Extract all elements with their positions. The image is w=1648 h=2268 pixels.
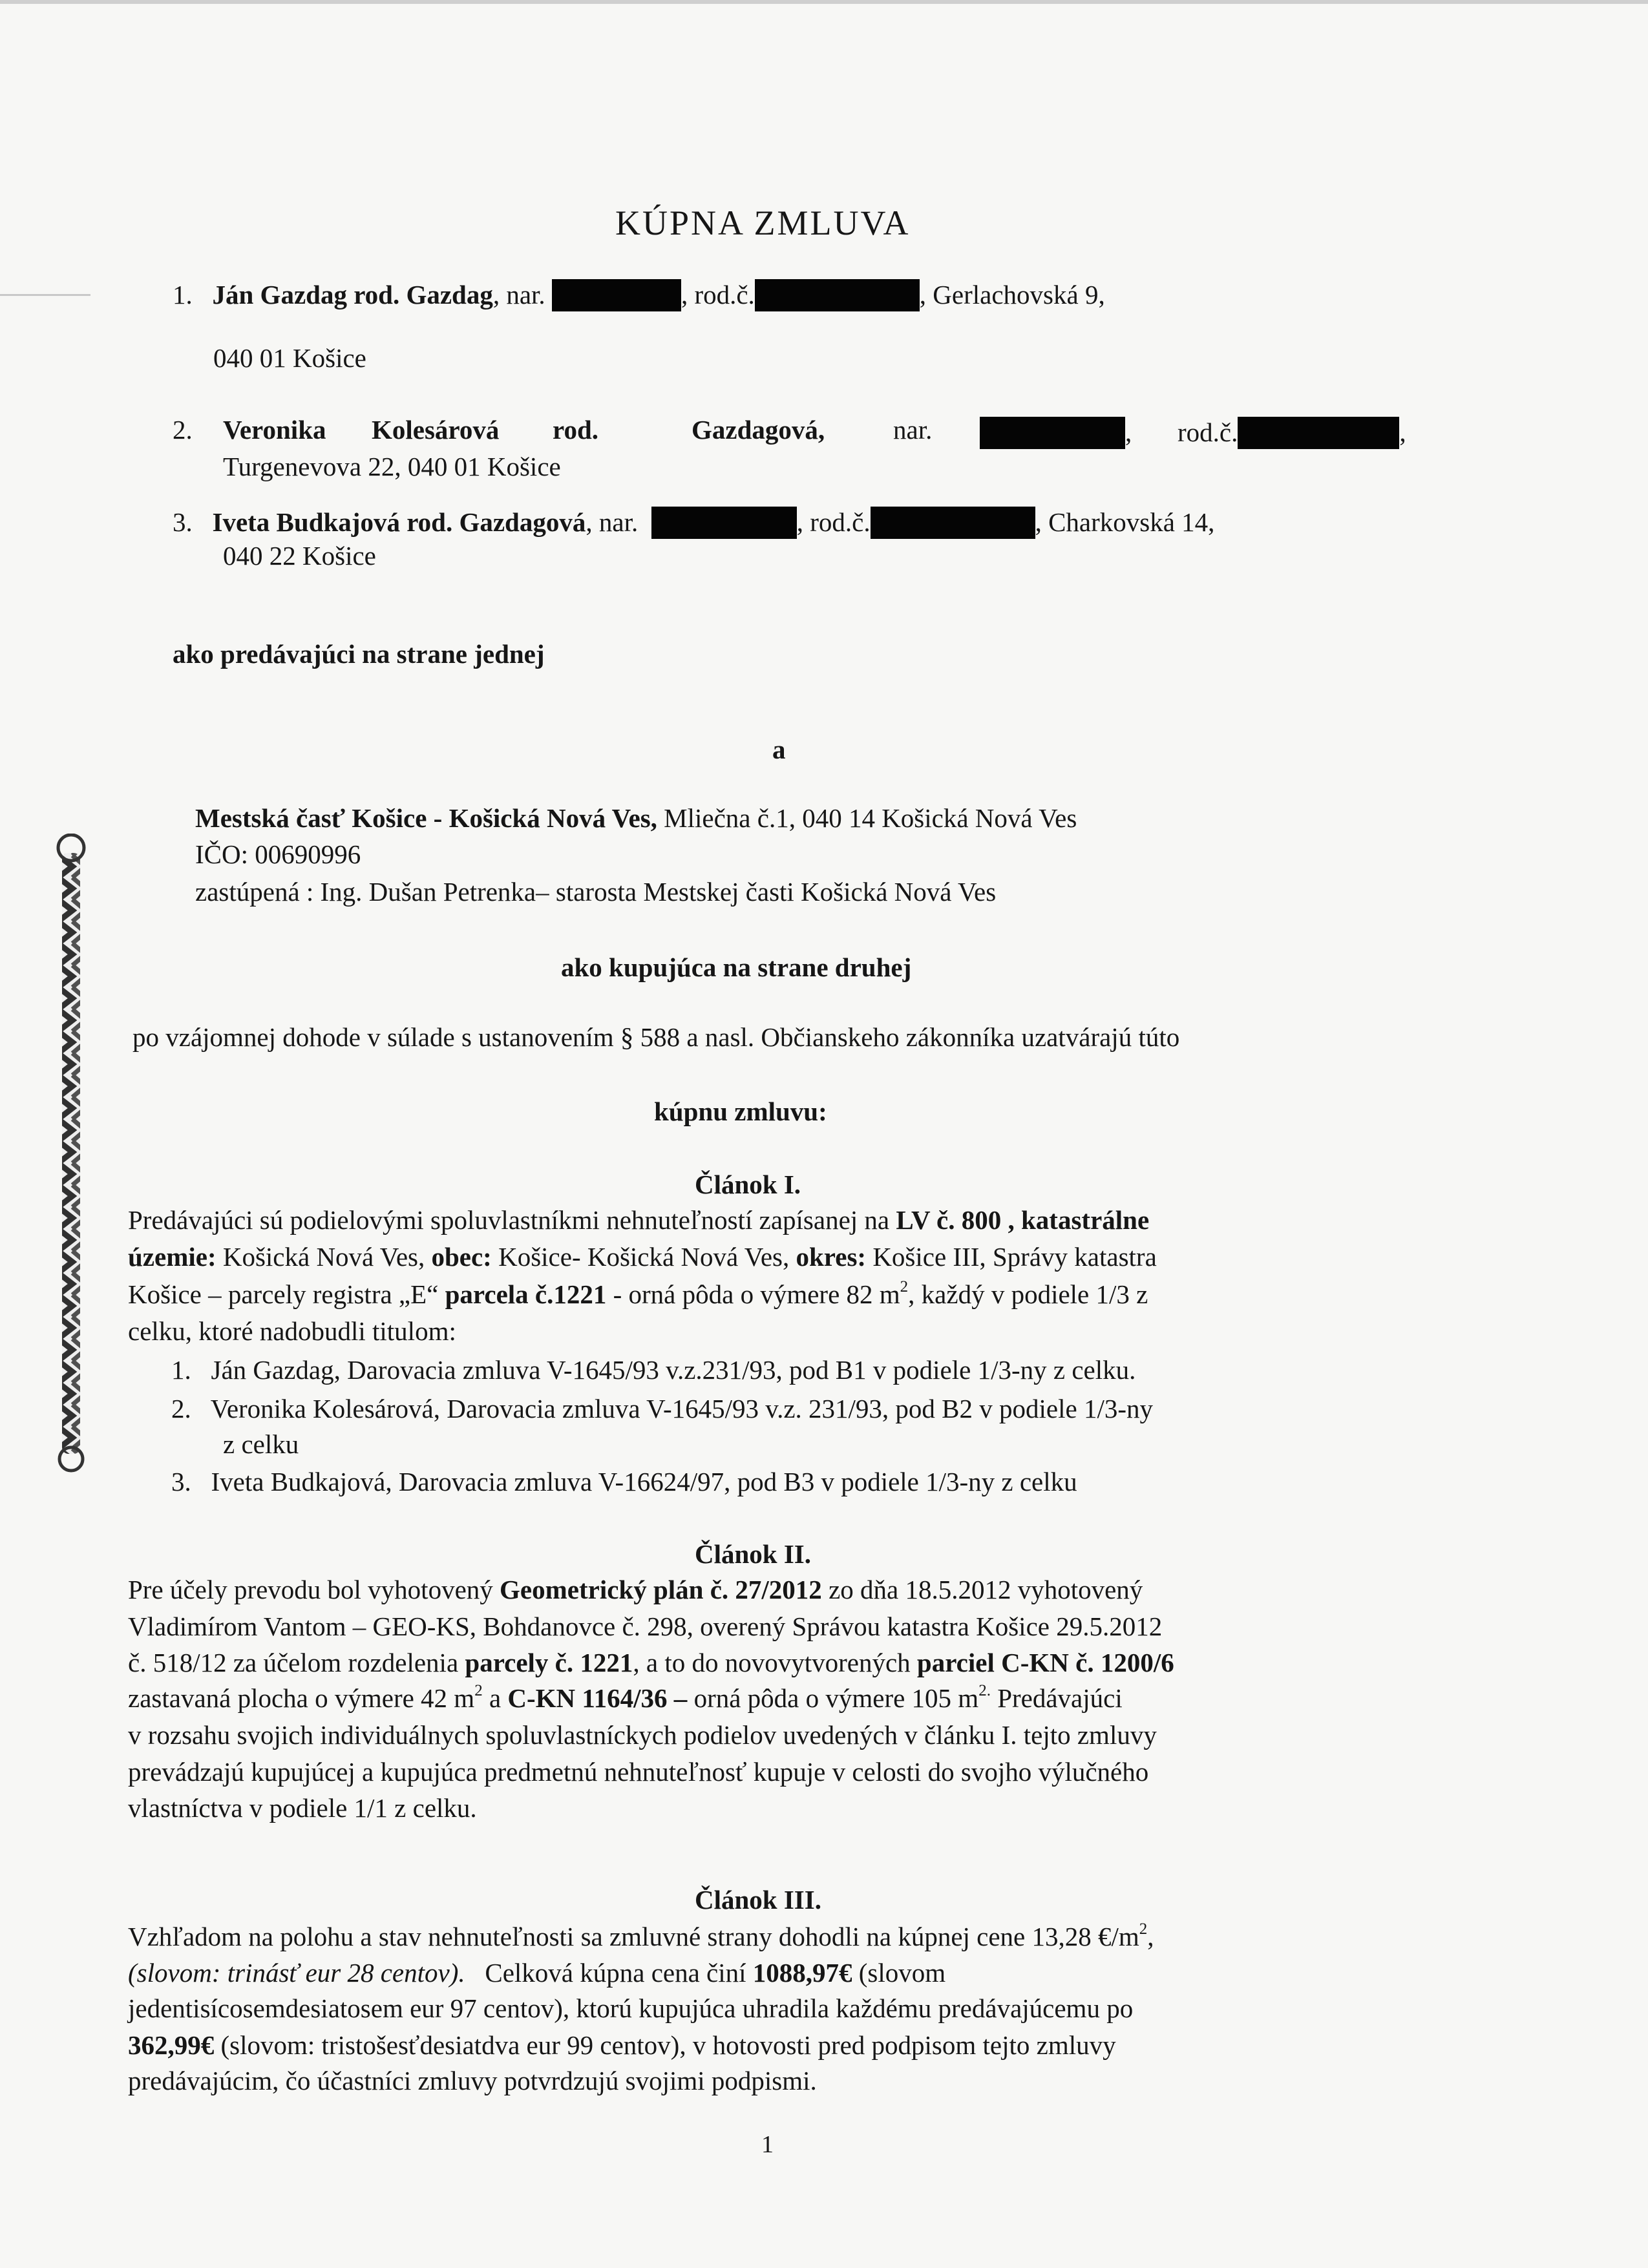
buyer-representative: zastúpená : Ing. Dušan Petrenka– starosta Mestskej časti Košická Nová Ves — [195, 877, 997, 907]
conjunction: a — [772, 735, 786, 764]
text: Predávajúci — [997, 1683, 1123, 1713]
owner-item-1 — [171, 1357, 1136, 1383]
scan-edge-left — [0, 294, 90, 296]
article-1-heading: Článok I. — [695, 1170, 801, 1199]
seller-3-number: 3. — [173, 507, 193, 537]
text: (slovom: tristošesťdesiatdva eur 99 centov), v hotovosti pred podpisom tejto zmluvy — [220, 2030, 1116, 2060]
text: orná pôda o výmere 105 m — [693, 1683, 979, 1713]
text: zo dňa 18.5.2012 vyhotovený — [829, 1575, 1143, 1604]
owner-item-3 — [171, 1469, 1077, 1495]
seller-2-redacted-line: , — [980, 417, 1132, 449]
list-number: 1. — [171, 1355, 191, 1385]
article-1-line-2 — [128, 1244, 1157, 1270]
seller-1-number: 1. — [173, 280, 193, 310]
buyer-name: Mestská časť Košice - Košická Nová Ves, — [195, 803, 657, 833]
article-2-line-7: vlastníctva v podiele 1/1 z celku. — [128, 1793, 477, 1823]
article-3-line-4 — [128, 2032, 1116, 2059]
redacted-birth-number — [1238, 417, 1399, 449]
superscript: 2. — [978, 1682, 991, 1699]
municipality-label: obec: — [431, 1242, 492, 1272]
parcel-number: parcely č. 1221 — [465, 1648, 633, 1677]
article-1-line-3 — [128, 1278, 1148, 1309]
contract-name: kúpnu zmluvu: — [654, 1097, 827, 1126]
text: Vzhľadom na polohu a stav nehnuteľnosti sa zmluvné strany dohodli na kúpnej cene 13,28 €/m — [128, 1922, 1139, 1951]
owner-item-2-cont: z celku — [223, 1429, 299, 1459]
list-number: 3. — [171, 1467, 191, 1496]
text: zastavaná plocha o výmere 42 m — [128, 1683, 475, 1713]
article-1-line-4: celku, ktoré nadobudli titulom: — [128, 1316, 456, 1346]
page-number: 1 — [761, 2131, 774, 2158]
article-3-line-5: predávajúcim, čo účastníci zmluvy potvrdzujú svojimi podpismi. — [128, 2066, 817, 2095]
superscript: 2 — [900, 1278, 909, 1296]
cadastral-value: Košická Nová Ves, — [222, 1242, 425, 1272]
article-2-heading: Článok II. — [695, 1539, 812, 1569]
superscript: 2 — [474, 1682, 483, 1699]
cadastral-label: územie: — [128, 1242, 217, 1272]
geometric-plan-number: Geometrický plán č. 27/2012 — [500, 1575, 822, 1604]
buyer-role: ako kupujúca na strane druhej — [561, 952, 912, 982]
text: č. 518/12 za účelom rozdelenia — [128, 1648, 459, 1677]
seller-3-name: Iveta Budkajová rod. Gazdagová — [212, 507, 586, 537]
redacted-birthdate — [980, 417, 1125, 449]
new-parcel-number: parciel C-KN č. 1200/6 — [916, 1648, 1174, 1677]
article-2-line-6: prevádzajú kupujúcej a kupujúca predmetnú nehnuteľnosť kupuje v celosti do svojho výlučného — [128, 1757, 1149, 1787]
buyer-address: Mliečna č.1, 040 14 Košická Nová Ves — [664, 803, 1077, 833]
seller-1-rc-label: rod.č. — [694, 280, 755, 310]
seller-2-maiden-name: Gazdagová, — [692, 415, 825, 445]
intro-text: po vzájomnej dohode v súlade s ustanovením § 588 a nasl. Občianskeho zákonníka uzatvárajú túto — [132, 1022, 1180, 1052]
article-2-line-4 — [128, 1682, 1123, 1713]
share-price: 362,99€ — [128, 2030, 215, 2060]
text: , a to do novovytvorených — [633, 1648, 911, 1677]
seller-3-address: Charkovská 14, — [1048, 507, 1215, 537]
parcel-number: parcela č.1221 — [445, 1279, 607, 1309]
article-3-line-3: jedentisícosemdesiatosem eur 97 centov), ktorú kupujúca uhradila každému predávajúcemu po — [128, 1993, 1134, 2023]
article-3-line-2 — [128, 1960, 945, 1986]
lv-number: LV č. 800 , katastrálne — [896, 1205, 1150, 1235]
seller-3-line: 3. Iveta Budkajová rod. Gazdagová, nar. , rod.č. , Charkovská 14, — [173, 507, 1214, 539]
municipality-value: Košice- Košická Nová Ves, — [498, 1242, 790, 1272]
seller-2-address: Turgenevova 22, 040 01 Košice — [223, 452, 561, 481]
total-price: 1088,97€ — [752, 1958, 852, 1988]
buyer-ico: IČO: 00690996 — [195, 839, 361, 869]
text: , — [1147, 1922, 1154, 1951]
redacted-birth-number — [755, 279, 920, 311]
scan-edge-top — [0, 0, 1648, 4]
text: a — [489, 1683, 502, 1713]
article-2-line-2: Vladimírom Vantom – GEO-KS, Bohdanovce č. 298, overený Správou katastra Košice 29.5.2012 — [128, 1612, 1163, 1641]
list-text: Ján Gazdag, Darovacia zmluva V-1645/93 v.z.231/93, pod B1 v podiele 1/3-ny z celku. — [211, 1355, 1136, 1385]
parcel-area: - orná pôda o výmere 82 m — [613, 1279, 900, 1309]
redacted-birth-number — [871, 507, 1035, 539]
text: Pre účely prevodu bol vyhotovený — [128, 1575, 493, 1604]
seller-2-rod: rod. — [553, 415, 599, 445]
article-2-line-1 — [128, 1577, 1143, 1603]
list-text: Iveta Budkajová, Darovacia zmluva V-16624/97, pod B3 v podiele 1/3-ny z celku — [211, 1467, 1077, 1496]
buyer-line — [195, 805, 1077, 832]
list-text: Veronika Kolesárová, Darovacia zmluva V-1645/93 v.z. 231/93, pod B2 v podiele 1/3-ny — [210, 1394, 1153, 1423]
seller-3-born-label: nar. — [598, 507, 639, 537]
superscript: 2 — [1139, 1920, 1148, 1938]
district-label: okres: — [796, 1242, 867, 1272]
article-2-line-5: v rozsahu svojich individuálnych spoluvlastníckych podielov uvedených v článku I. tejto zmluvy — [128, 1720, 1157, 1750]
seller-1-line: 1. Ján Gazdag rod. Gazdag, nar. , rod.č. , Gerlachovská 9, — [173, 279, 1105, 311]
seller-1-name: Ján Gazdag rod. Gazdag — [212, 280, 493, 310]
seller-2-rc-line: rod.č. , — [1178, 417, 1406, 449]
redacted-birthdate — [552, 279, 681, 311]
seller-3-rc-label: rod.č. — [810, 507, 871, 537]
document-title: KÚPNA ZMLUVA — [615, 204, 911, 242]
seller-1-address: Gerlachovská 9, — [933, 280, 1105, 310]
binding-cord-decoration — [53, 834, 89, 1473]
seller-2-first-name: Veronika — [223, 415, 326, 445]
seller-2-surname: Kolesárová — [372, 415, 500, 445]
seller-role: ako predávajúci na strane jednej — [173, 639, 545, 669]
article-1-text: Predávajúci sú podielovými spoluvlastníkmi nehnuteľností zapísanej na — [128, 1205, 890, 1235]
district-value: Košice III, Správy katastra — [872, 1242, 1157, 1272]
article-1-line-1 — [128, 1207, 1149, 1234]
list-number: 2. — [171, 1394, 191, 1423]
seller-2-number: 2. — [173, 415, 193, 445]
seller-2-rc-label: rod.č. — [1178, 417, 1238, 447]
article-3-line-1 — [128, 1920, 1154, 1951]
article-2-line-3 — [128, 1650, 1174, 1676]
seller-1-city: 040 01 Košice — [213, 343, 366, 373]
new-parcel-number: C-KN 1164/36 – — [507, 1683, 688, 1713]
text: (slovom — [858, 1958, 946, 1988]
seller-2-born-label: nar. — [893, 415, 933, 445]
text: Celková kúpna cena činí — [485, 1958, 746, 1988]
parcel-share: , každý v podiele 1/3 z — [908, 1279, 1148, 1309]
seller-1-born-label: nar. — [506, 280, 545, 310]
price-in-words: (slovom: trinásť eur 28 centov). — [128, 1958, 465, 1988]
seller-3-city: 040 22 Košice — [223, 541, 376, 571]
parcel-register: Košice – parcely registra „E“ — [128, 1279, 439, 1309]
owner-item-2 — [171, 1396, 1153, 1422]
article-3-heading: Článok III. — [695, 1885, 821, 1915]
redacted-birthdate — [651, 507, 797, 539]
